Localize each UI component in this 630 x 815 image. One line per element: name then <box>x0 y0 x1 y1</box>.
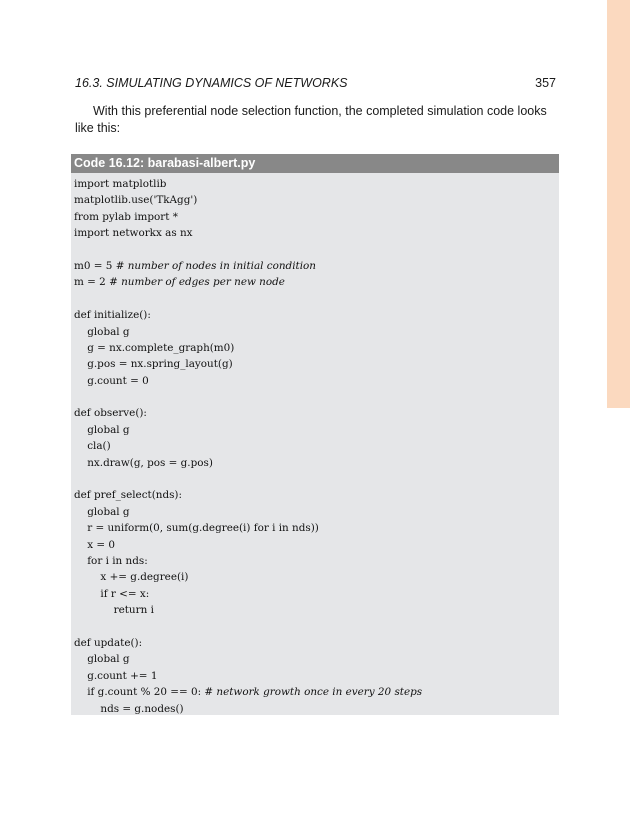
code-text: def update(): <box>74 636 143 649</box>
code-text: if r <= x: <box>74 587 150 600</box>
code-text: r = uniform(0, sum(g.degree(i) for i in nds)) <box>74 522 319 535</box>
code-line <box>74 455 559 471</box>
code-line <box>74 324 559 340</box>
code-line <box>74 586 559 602</box>
code-line <box>74 405 559 421</box>
code-text: from pylab import * <box>74 210 178 223</box>
code-listing <box>71 154 559 715</box>
code-text: import networkx as nx <box>74 227 193 240</box>
code-line <box>74 602 559 618</box>
code-text: return i <box>74 604 154 617</box>
code-line <box>74 176 559 192</box>
code-text: g.count += 1 <box>74 669 158 682</box>
section-title: 16.3. SIMULATING DYNAMICS OF NETWORKS <box>75 76 348 90</box>
code-text: global g <box>74 325 130 338</box>
code-line <box>74 668 559 684</box>
code-line <box>74 520 559 536</box>
code-line <box>74 635 559 651</box>
code-text: g = nx.complete_graph(m0) <box>74 341 235 354</box>
code-line <box>74 553 559 569</box>
code-line <box>74 701 559 717</box>
code-text: m = 2 <box>74 276 110 289</box>
code-line <box>74 504 559 520</box>
intro-paragraph: With this preferential node selection function, the completed simulation code looks like this: <box>75 104 547 135</box>
chapter-side-tab <box>607 0 630 408</box>
code-line <box>74 389 559 405</box>
code-line <box>74 291 559 307</box>
code-line <box>74 619 559 635</box>
code-comment: # number of edges per new node <box>109 276 285 289</box>
code-line <box>74 651 559 667</box>
code-body <box>71 173 559 717</box>
code-text: global g <box>74 653 130 666</box>
code-text: cla() <box>74 440 111 453</box>
code-line <box>74 307 559 323</box>
code-text: matplotlib.use('TkAgg') <box>74 194 198 207</box>
code-line <box>74 209 559 225</box>
code-line <box>74 684 559 700</box>
code-text: x += g.degree(i) <box>74 571 189 584</box>
code-comment: # number of nodes in initial condition <box>115 259 316 272</box>
code-line <box>74 487 559 503</box>
code-line <box>74 258 559 274</box>
code-comment: # network growth once in every 20 steps <box>204 686 423 699</box>
code-line <box>74 242 559 258</box>
running-head <box>75 75 556 91</box>
code-text: global g <box>74 505 130 518</box>
code-line <box>74 569 559 585</box>
code-text: m0 = 5 <box>74 259 116 272</box>
code-line <box>74 192 559 208</box>
code-text: def initialize(): <box>74 309 151 322</box>
code-line <box>74 537 559 553</box>
code-text: g.pos = nx.spring_layout(g) <box>74 358 233 371</box>
code-text: g.count = 0 <box>74 374 149 387</box>
code-text: nx.draw(g, pos = g.pos) <box>74 456 213 469</box>
code-text: x = 0 <box>74 538 115 551</box>
code-text: if g.count % 20 == 0: <box>74 686 205 699</box>
code-line <box>74 225 559 241</box>
code-text: nds = g.nodes() <box>74 702 184 715</box>
code-line <box>74 356 559 372</box>
code-line <box>74 422 559 438</box>
page-number: 357 <box>535 76 556 90</box>
code-text: for i in nds: <box>74 554 148 567</box>
code-listing-title: Code 16.12: barabasi-albert.py <box>71 154 559 173</box>
code-line <box>74 373 559 389</box>
code-text: def pref_select(nds): <box>74 489 182 502</box>
code-text: global g <box>74 423 130 436</box>
code-line <box>74 340 559 356</box>
code-line <box>74 274 559 290</box>
code-line <box>74 471 559 487</box>
code-line <box>74 438 559 454</box>
code-text: import matplotlib <box>74 178 167 190</box>
code-text: def observe(): <box>74 407 147 420</box>
